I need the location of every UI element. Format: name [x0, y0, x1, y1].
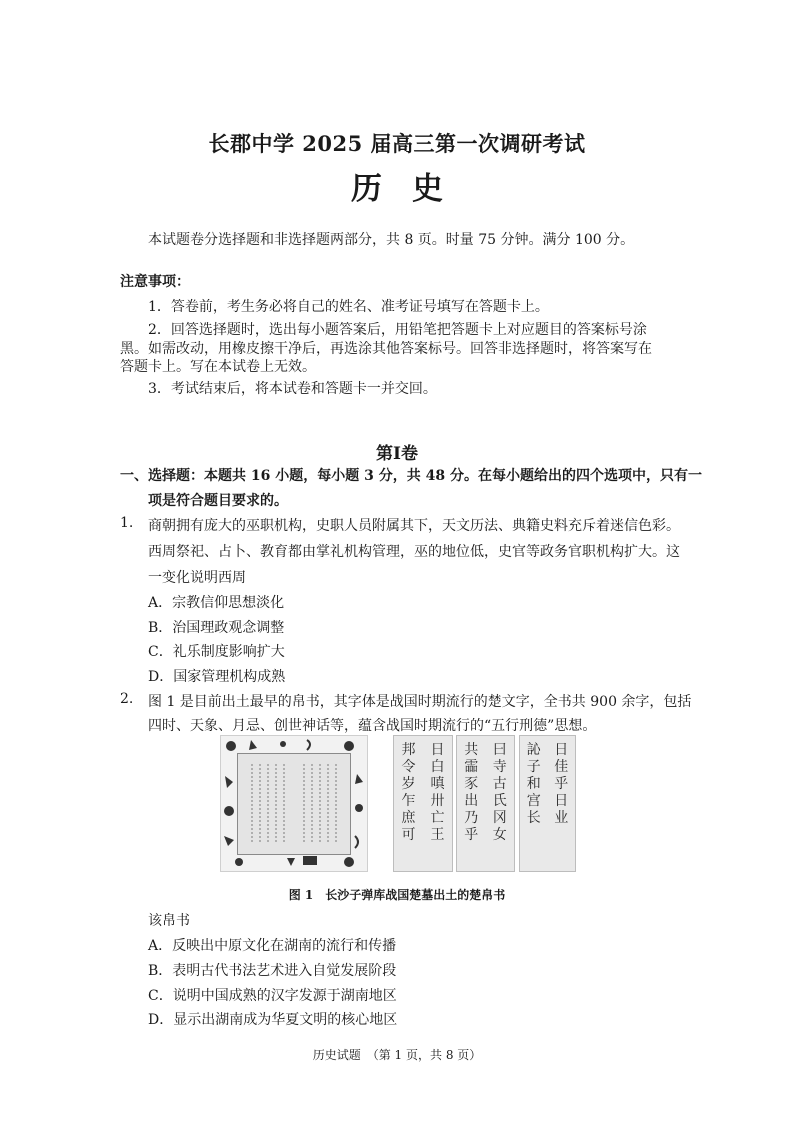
strip-1-glyph: 日	[430, 742, 445, 758]
strip-3-glyph: 訫	[526, 742, 541, 758]
bamboo-strip-2	[456, 735, 515, 872]
silk-manuscript-image	[220, 735, 368, 872]
strip-3-glyph: 日	[554, 793, 569, 809]
strip-2-glyph: 氏	[492, 793, 507, 809]
strip-3-glyph: 子	[526, 759, 541, 775]
strip-2-glyph: 乎	[464, 827, 479, 843]
intro-text: 本试题卷分选择题和非选择题两部分，共 8 页。时量 75 分钟。满分 100 分。	[148, 232, 635, 248]
strip-2-glyph: 出	[464, 793, 479, 809]
question-1-line-3: 一变化说明西周	[148, 570, 246, 586]
strip-1-glyph: 庶	[401, 810, 416, 826]
strip-1-glyph: 邦	[401, 742, 416, 758]
note-item-1: 1．答卷前，考生务必将自己的姓名、准考证号填写在答题卡上。	[148, 299, 549, 315]
strip-2-glyph: 寺	[492, 759, 507, 775]
strip-3-glyph: 佳	[554, 759, 569, 775]
strip-2-glyph: 共	[464, 742, 479, 758]
question-1-number: 1.	[120, 515, 134, 531]
strip-2-glyph: 豕	[464, 776, 479, 792]
strip-1-glyph: 岁	[401, 776, 416, 792]
question-2-option-a: A．反映出中原文化在湖南的流行和传播	[148, 938, 397, 954]
note-item-3: 3．考试结束后，将本试卷和答题卡一并交回。	[148, 381, 437, 397]
bamboo-strip-1	[393, 735, 453, 872]
question-1-line-2: 西周祭祀、占卜、教育都由掌礼机构管理，巫的地位低，史官等政务官职机构扩大。这	[148, 544, 680, 560]
question-1-option-b: B．治国理政观念调整	[148, 620, 285, 636]
strip-1-glyph: 嗔	[430, 776, 445, 792]
question-1-option-a: A．宗教信仰思想淡化	[148, 595, 285, 611]
strip-2-glyph: 古	[492, 776, 507, 792]
strip-2-glyph: 冈	[492, 810, 507, 826]
strip-3-glyph: 业	[554, 810, 569, 826]
strip-3-glyph: 乎	[554, 776, 569, 792]
exam-title: 长郡中学 2025 届高三第一次调研考试	[208, 131, 586, 156]
question-2-number: 2.	[120, 691, 134, 707]
question-2-option-d: D．显示出湖南成为华夏文明的核心地区	[148, 1012, 398, 1028]
strip-1-glyph: 可	[401, 827, 416, 843]
section-heading-line-1: 一、选择题：本题共 16 小题，每小题 3 分，共 48 分。在每小题给出的四个选项中，只有一	[120, 468, 702, 484]
strip-1-glyph: 王	[430, 827, 445, 843]
question-2-line-2: 四时、天象、月忌、创世神话等，蕴含战国时期流行的“五行刑德”思想。	[148, 718, 597, 734]
strip-2-glyph: 霝	[464, 759, 479, 775]
strip-3-glyph: 宫	[526, 793, 541, 809]
strip-2-glyph: 曰	[492, 742, 507, 758]
note-item-2-line-3: 答题卡上。写在本试卷上无效。	[120, 359, 316, 375]
strip-1-glyph: 卅	[430, 793, 445, 809]
border-figures-icon	[221, 736, 367, 871]
strip-1-glyph: 令	[401, 759, 416, 775]
question-1-option-d: D．国家管理机构成熟	[148, 669, 286, 685]
strip-2-glyph: 女	[492, 827, 507, 843]
question-2-line-1: 图 1 是目前出土最早的帛书，其字体是战国时期流行的楚文字，全书共 900 余字，包括	[148, 694, 692, 710]
volume-heading: 第Ⅰ卷	[376, 444, 418, 464]
question-1-line-1: 商朝拥有庞大的巫职机构，史职人员附属其下，天文历法、典籍史料充斥着迷信色彩。	[148, 518, 680, 534]
subject-title: 历史	[351, 171, 473, 207]
strip-1-glyph: 亡	[430, 810, 445, 826]
figure-1-caption: 图 1 长沙子弹库战国楚墓出土的楚帛书	[288, 888, 506, 902]
strip-3-glyph: 长	[526, 810, 541, 826]
strip-2-glyph: 乃	[464, 810, 479, 826]
note-item-2-line-1: 2．回答选择题时，选出每小题答案后，用铅笔把答题卡上对应题目的答案标号涂	[148, 322, 647, 338]
section-heading-line-2: 项是符合题目要求的。	[148, 493, 288, 509]
bamboo-strip-3	[519, 735, 576, 872]
question-2-option-c: C．说明中国成熟的汉字发源于湖南地区	[148, 988, 397, 1004]
strip-1-glyph: 白	[430, 759, 445, 775]
question-1-option-c: C．礼乐制度影响扩大	[148, 644, 285, 660]
notes-title: 注意事项：	[120, 274, 190, 290]
question-2-option-b: B．表明古代书法艺术进入自觉发展阶段	[148, 963, 397, 979]
question-2-stem: 该帛书	[148, 913, 190, 929]
note-item-2-line-2: 黑。如需改动，用橡皮擦干净后，再选涂其他答案标号。回答非选择题时，将答案写在	[120, 341, 652, 357]
page-footer: 历史试题 （第 1 页，共 8 页）	[312, 1048, 482, 1062]
strip-3-glyph: 日	[554, 742, 569, 758]
strip-3-glyph: 和	[526, 776, 541, 792]
strip-1-glyph: 乍	[401, 793, 416, 809]
